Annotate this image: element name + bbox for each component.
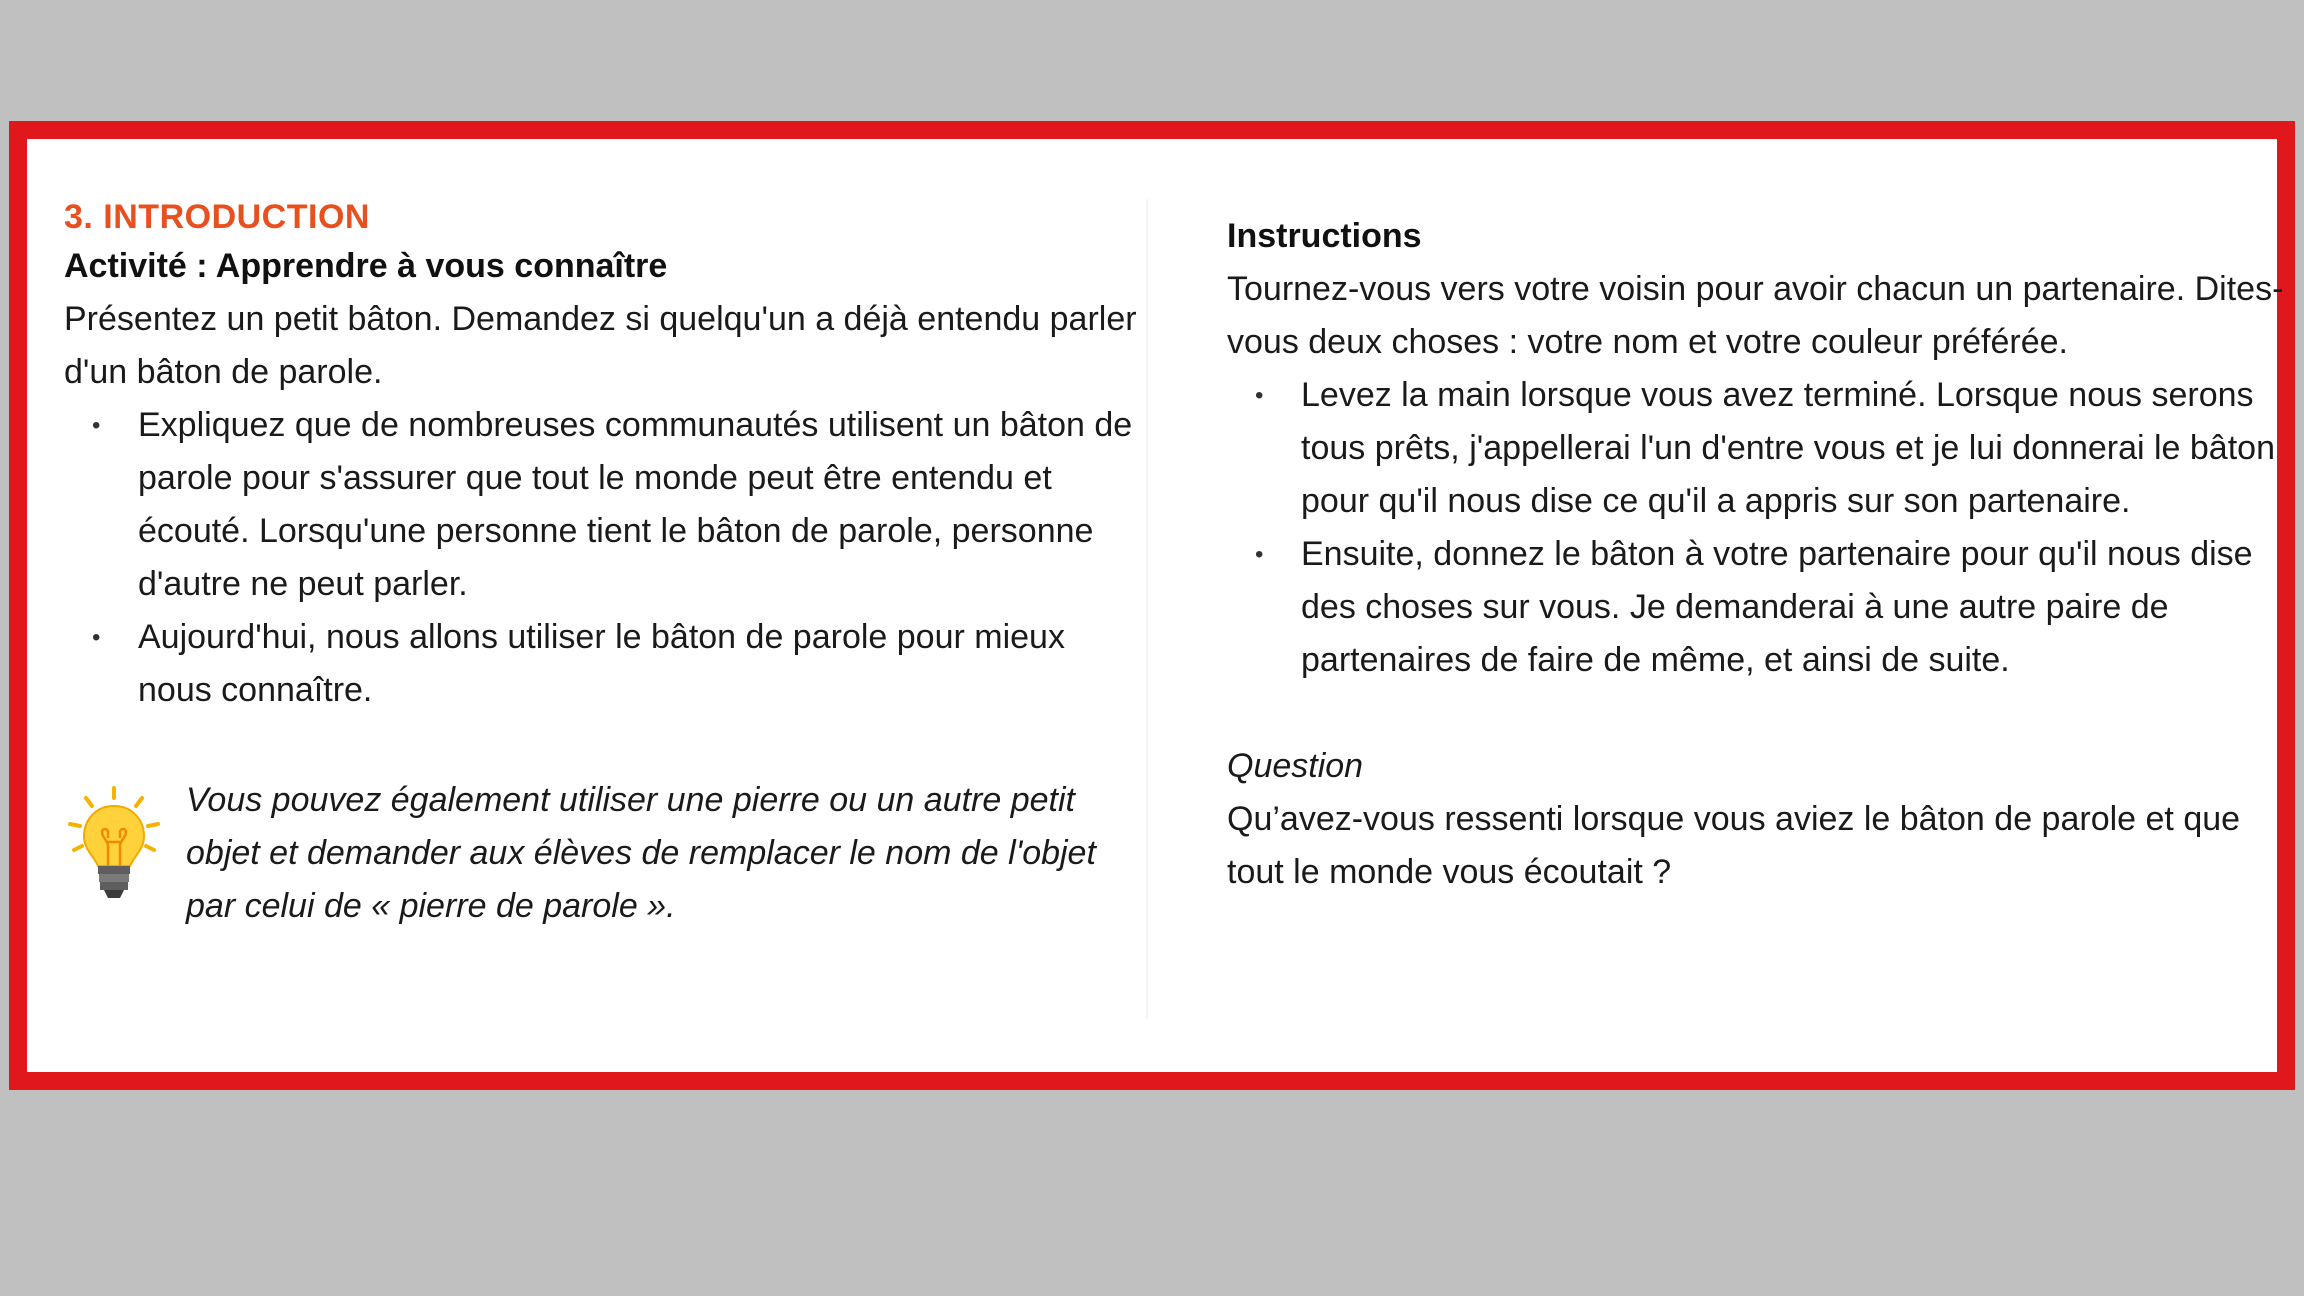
section-title: 3. INTRODUCTION: [64, 198, 370, 236]
lightbulb-icon: [64, 784, 164, 914]
lesson-card: [9, 121, 2295, 1090]
list-item: [64, 399, 1144, 611]
list-item-text: Expliquez que de nombreuses communautés utilisent un bâton de parole pour s'assurer que tout le monde peut être entendu et écouté. Lorsqu'une personne tient le bâton de parole, personne d'autre ne peut parler.: [138, 406, 1133, 603]
bullet-icon: •: [92, 412, 101, 439]
instructions-bullets: [1227, 369, 2287, 687]
column-divider: [1146, 199, 1148, 1019]
bullet-icon: •: [1255, 541, 1264, 568]
activity-intro: Présentez un petit bâton. Demandez si quelqu'un a déjà entendu parler d'un bâton de parole.: [64, 300, 1137, 391]
list-item: [64, 611, 1144, 717]
list-item-text: Aujourd'hui, nous allons utiliser le bâton de parole pour mieux nous connaître.: [138, 618, 1065, 709]
activity-bullets: [64, 399, 1144, 717]
activity-title: Activité : Apprendre à vous connaître: [64, 247, 668, 285]
right-column: [1227, 139, 2287, 899]
question-label: Question: [1227, 747, 1364, 785]
tip-box: [64, 774, 1144, 933]
instructions-intro: Tournez-vous vers votre voisin pour avoir chacun un partenaire. Dites-vous deux choses : votre nom et votre couleur préférée.: [1227, 270, 2284, 361]
left-column: [64, 139, 1144, 933]
bullet-icon: •: [92, 624, 101, 651]
instructions-title: Instructions: [1227, 217, 1422, 255]
question-text: Qu’avez-vous ressenti lorsque vous aviez le bâton de parole et que tout le monde vous écoutait ?: [1227, 800, 2241, 891]
list-item-text: Levez la main lorsque vous avez terminé. Lorsque nous serons tous prêts, j'appellerai l'un d'entre vous et je lui donnerai le bâton pour qu'il nous dise ce qu'il a appris sur son partenaire.: [1301, 376, 2275, 520]
bullet-icon: •: [1255, 382, 1264, 409]
tip-text: Vous pouvez également utiliser une pierre ou un autre petit objet et demander aux élèves de remplacer le nom de l'objet par celui de « pierre de parole ».: [186, 781, 1096, 925]
list-item: [1227, 528, 2287, 687]
list-item: [1227, 369, 2287, 528]
list-item-text: Ensuite, donnez le bâton à votre partenaire pour qu'il nous dise des choses sur vous. Je demanderai à une autre paire de partenaires de faire de même, et ainsi de suite.: [1301, 535, 2253, 679]
